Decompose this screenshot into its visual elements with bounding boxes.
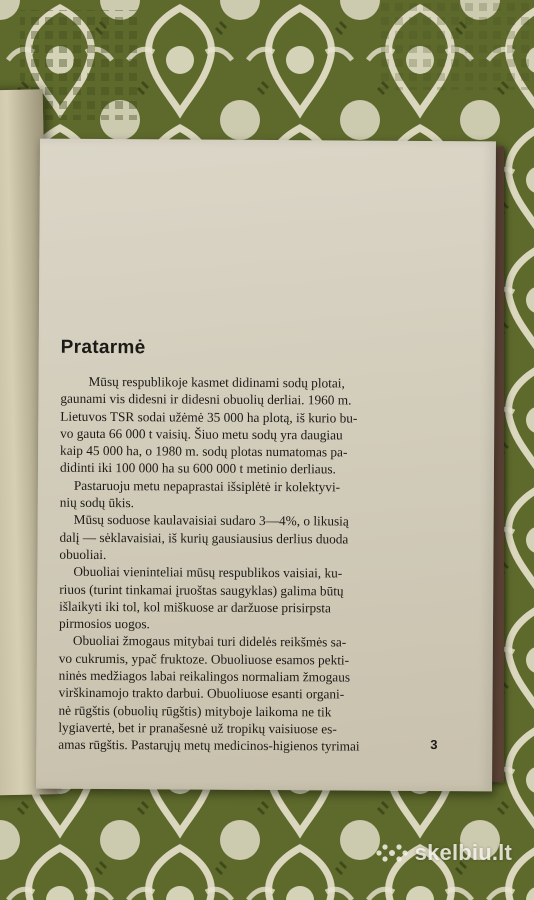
- text-line: nė rūgštis (obuolių rūgštis) mityboje laikoma ne tik: [58, 702, 332, 720]
- paragraph-3: [59, 511, 473, 565]
- page-text-block: [58, 337, 475, 756]
- text-line: Obuoliai vieninteliai mūsų respublikos vaisiai, ku-: [73, 564, 343, 581]
- dots-logo-icon: [375, 842, 409, 864]
- paragraph-4: [59, 563, 473, 635]
- text-line: nių sodų ūkis.: [59, 494, 135, 511]
- paragraph-1: [60, 373, 475, 479]
- text-line: Mūsų respublikoje kasmet didinami sodų plotai,: [88, 373, 345, 391]
- text-line: Lietuvos TSR sodai užėmė 35 000 ha plotą, iš kurio bu-: [60, 408, 358, 426]
- text-line: virškinamojo trakto darbui. Obuoliuose esanti organi-: [58, 685, 345, 702]
- text-line: ninės medžiagos labai reikalingos normaliam žmogaus: [58, 667, 351, 685]
- paragraph-5: [58, 632, 473, 756]
- text-line: gaunami vis didesni ir didesni obuolių derliai. 1960 m.: [60, 391, 352, 408]
- page-number: 3: [430, 737, 438, 753]
- text-line: vo cukrumis, ypač fruktoze. Obuoliuose esamos pekti-: [58, 650, 350, 668]
- text-line: Obuoliai žmogaus mitybai turi didelės reikšmės sa-: [72, 633, 347, 650]
- text-line: riuos (turint tinkamai įruoštas saugyklas) galima būtų: [59, 581, 344, 599]
- text-line: didinti iki 100 000 ha su 600 000 t metinio derliaus.: [59, 460, 336, 477]
- text-line: dalį — sėklavaisiai, iš kurių gausiausius derlius duoda: [59, 529, 349, 547]
- text-line: išlaikyti iki tol, kol miškuose ar daržuose prisirpsta: [59, 598, 331, 616]
- text-line: amas rūgštis. Pastarųjų metų medicinos-higienos tyrimai: [58, 736, 360, 754]
- text-line: Mūsų soduose kaulavaisiai sudaro 3—4%, o likusią: [73, 512, 349, 529]
- paragraph-2: [60, 477, 474, 514]
- page-heading: Pratarmė: [60, 336, 146, 359]
- book-page: [36, 139, 496, 792]
- text-line: Pastaruoju metu nepaprastai išsiplėtė ir kolektyvi-: [73, 477, 341, 495]
- text-line: obuoliai.: [59, 546, 107, 562]
- watermark: [375, 840, 512, 866]
- text-line: lygiavertė, bet ir pranašesnė už tropikų vaisiuose es-: [58, 719, 337, 737]
- text-line: vo gauta 66 000 t vaisių. Šiuo metu sodų yra daugiau: [60, 425, 343, 443]
- watermark-text: skelbiu.lt: [414, 840, 512, 865]
- text-line: kaip 45 000 ha, o 1980 m. sodų plotas numatomas pa-: [60, 442, 348, 460]
- text-line: pirmosios uogos.: [58, 615, 150, 632]
